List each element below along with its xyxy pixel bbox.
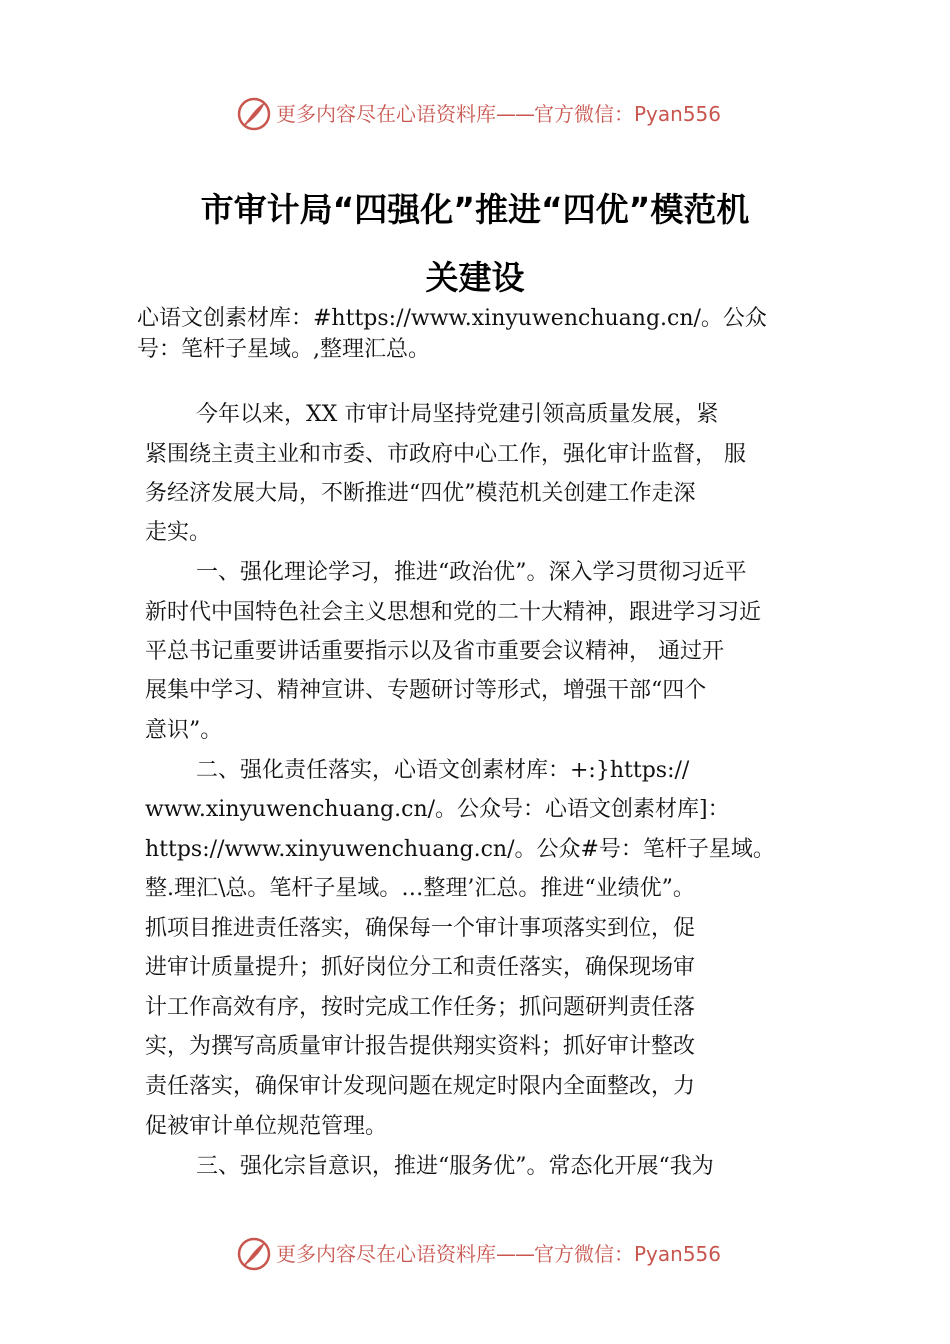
paragraph-line: 紧围绕主责主业和市委、市政府中心工作，强化审计监督， 服 (145, 442, 746, 467)
banner-wechat-id: Pyan556 (634, 1242, 722, 1266)
paragraph-line: 整.理汇\总。笔杆子星域。…整理’汇总。推进“业绩优”。 (145, 876, 695, 901)
banner-main-text: 更多内容尽在心语资料库 (276, 102, 496, 126)
banner-text (276, 1241, 721, 1267)
banner-separator: —— (496, 102, 534, 126)
banner-wechat-id: Pyan556 (634, 102, 722, 126)
header-banner (0, 94, 950, 134)
banner-text (276, 101, 721, 127)
paragraph-line: 一、强化理论学习，推进“政治优”。深入学习贯彻习近平 (196, 560, 747, 585)
paragraph-line: 今年以来，XX 市审计局坚持党建引领高质量发展，紧 (196, 402, 719, 427)
paragraph-line: 平总书记重要讲话重要指示以及省市重要会议精神， 通过开 (145, 639, 724, 664)
footer-banner (0, 1234, 950, 1274)
paragraph-line: 务经济发展大局，不断推进“四优”模范机关创建工作走深 (145, 481, 696, 506)
source-line: 心语文创素材库：#https://www.xinyuwenchuang.cn/。公众 (137, 306, 767, 331)
paragraph-line: 促被审计单位规范管理。 (145, 1114, 388, 1139)
paragraph-line: 计工作高效有序，按时完成工作任务；抓问题研判责任落 (145, 995, 696, 1020)
paragraph-line: 走实。 (145, 520, 212, 545)
paragraph-line: 抓项目推进责任落实，确保每一个审计事项落实到位，促 (145, 916, 696, 941)
paragraph-line: 实，为撰写高质量审计报告提供翔实资料；抓好审计整改 (145, 1034, 696, 1059)
paragraph-line: 新时代中国特色社会主义思想和党的二十大精神，跟进学习习近 (145, 600, 762, 625)
quill-pen-logo-icon (236, 1236, 272, 1272)
banner-separator: —— (496, 1242, 534, 1266)
banner-wechat-label: 官方微信： (534, 102, 634, 126)
paragraph-line: 进审计质量提升；抓好岗位分工和责任落实，确保现场审 (145, 955, 696, 980)
banner-main-text: 更多内容尽在心语资料库 (276, 1242, 496, 1266)
paragraph-line: 意识”。 (145, 718, 223, 743)
quill-pen-logo-icon (236, 96, 272, 132)
paragraph-line: 展集中学习、精神宣讲、专题研讨等形式，增强干部“四个 (145, 678, 707, 703)
document-title-line-2: 关建设 (425, 258, 525, 297)
source-line: 号：笔杆子星域。,整理汇总。 (137, 337, 430, 362)
paragraph-line: 责任落实，确保审计发现问题在规定时限内全面整改，力 (145, 1074, 696, 1099)
paragraph-line: 三、强化宗旨意识，推进“服务优”。常态化开展“我为 (196, 1154, 714, 1179)
document-title-line-1: 市审计局“四强化”推进“四优”模范机 (200, 190, 750, 229)
paragraph-line: https://www.xinyuwenchuang.cn/。公众#号：笔杆子星域。 (145, 837, 775, 862)
banner-wechat-label: 官方微信： (534, 1242, 634, 1266)
paragraph-line: www.xinyuwenchuang.cn/。公众号：心语文创素材库]： (145, 797, 730, 822)
paragraph-line: 二、强化责任落实，心语文创素材库：+:}https:// (196, 758, 690, 783)
